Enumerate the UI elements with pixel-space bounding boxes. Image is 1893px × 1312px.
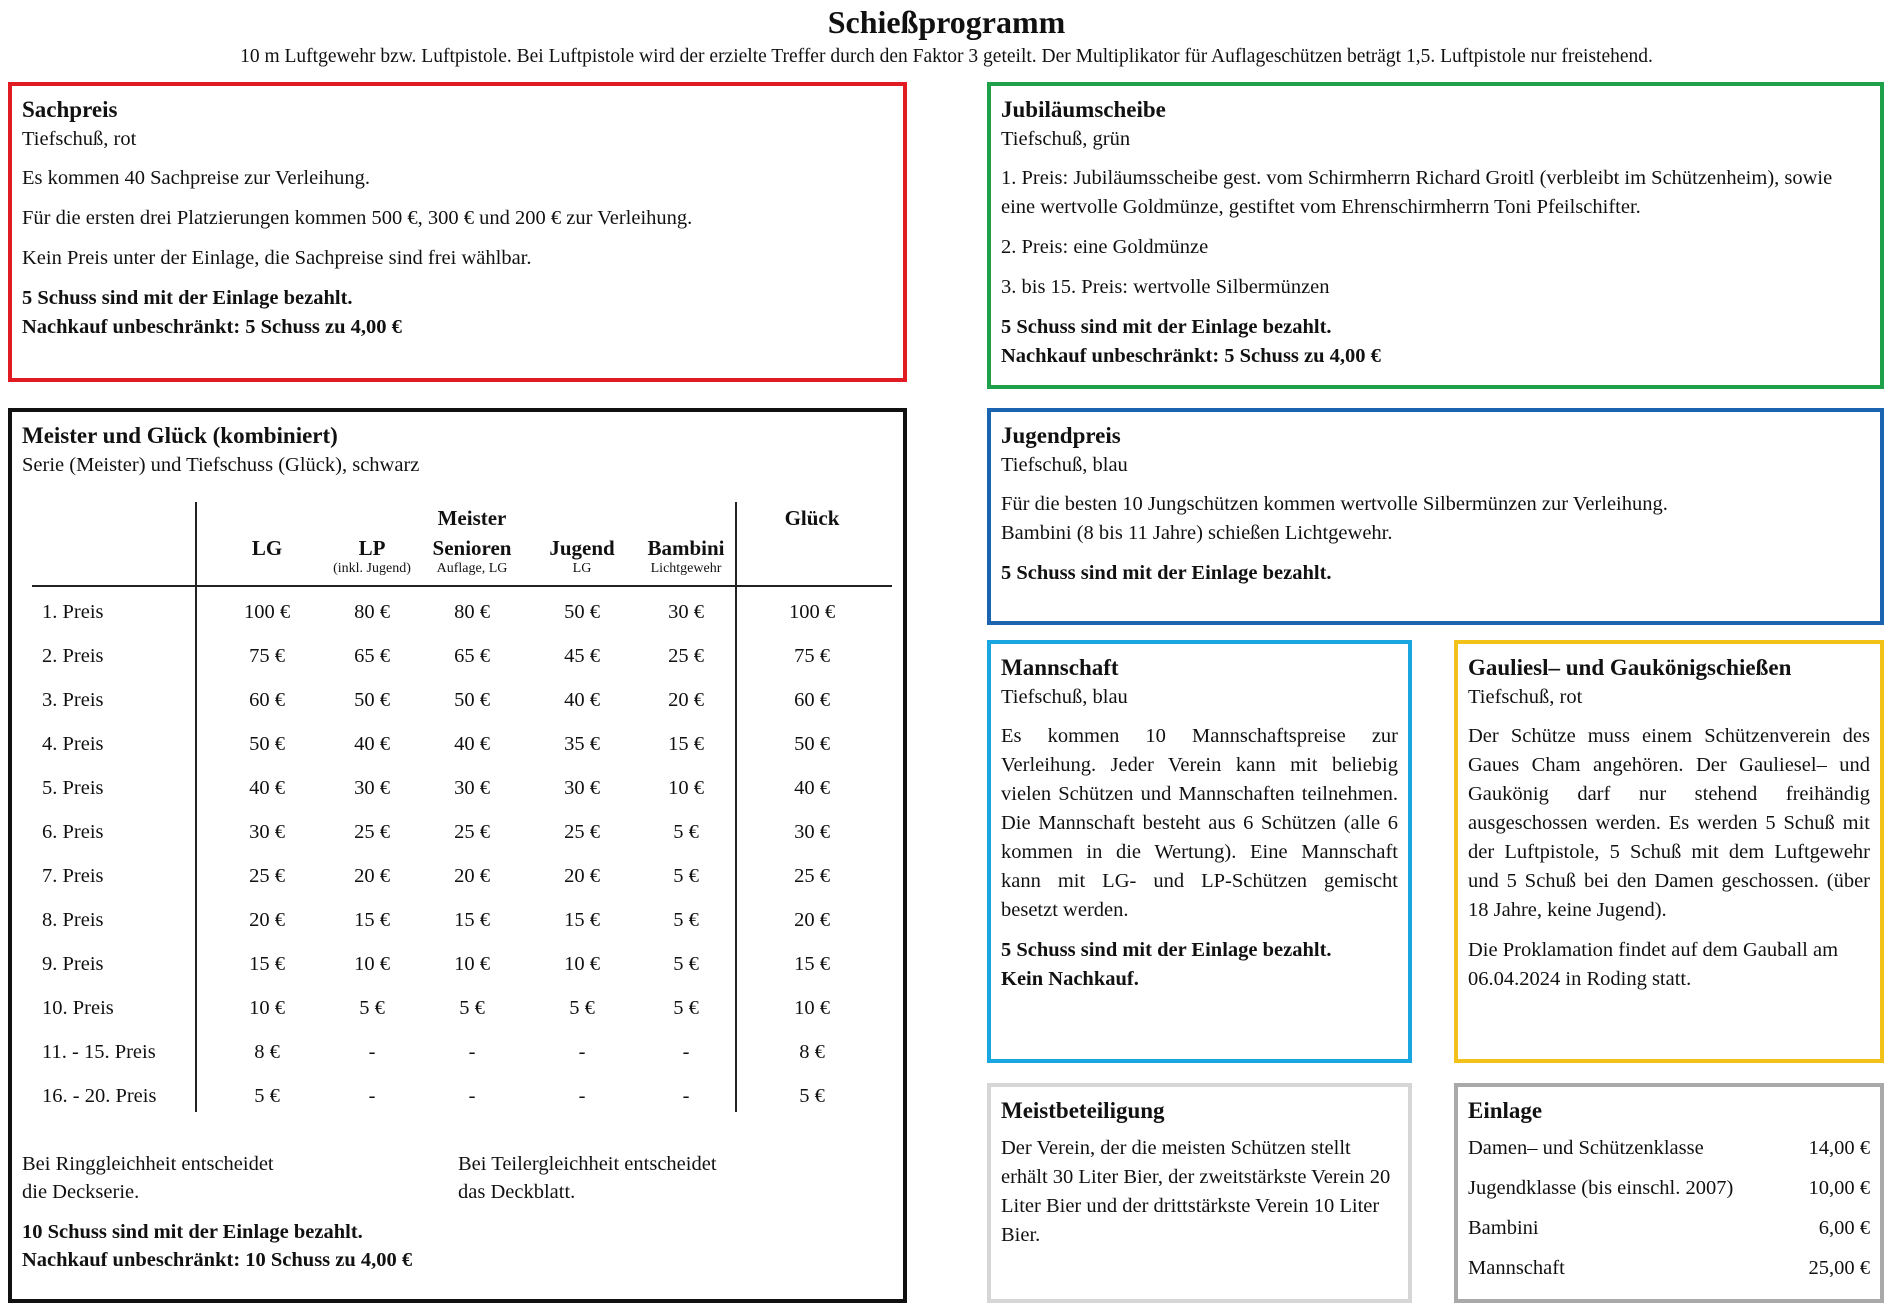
meistbeteiligung-section bbox=[987, 1083, 1412, 1303]
jugendpreis-title: Jugendpreis bbox=[1001, 423, 1121, 448]
einlage-price: 14,00 € bbox=[1808, 1137, 1870, 1159]
table-row bbox=[32, 906, 892, 950]
cell-senioren: 10 € bbox=[454, 953, 490, 975]
cell-senioren: 15 € bbox=[454, 909, 490, 931]
table-row bbox=[32, 994, 892, 1038]
table-row bbox=[32, 862, 892, 906]
tie-teiler-line-2: das Deckblatt. bbox=[458, 1181, 576, 1203]
cell-bambini: 5 € bbox=[673, 997, 699, 1019]
table-row bbox=[32, 686, 892, 730]
mannschaft-title: Mannschaft bbox=[1001, 655, 1119, 680]
tie-ring-line-2: die Deckserie. bbox=[22, 1181, 140, 1203]
col-sub-lp: (inkl. Jugend) bbox=[333, 561, 411, 576]
sachpreis-bold-1: 5 Schuss sind mit der Einlage bezahlt. bbox=[22, 287, 353, 309]
table-row bbox=[32, 818, 892, 862]
row-label: 4. Preis bbox=[42, 733, 104, 755]
jugendpreis-section bbox=[987, 408, 1884, 625]
einlage-item bbox=[1468, 1174, 1870, 1202]
cell-glueck: 8 € bbox=[799, 1041, 825, 1063]
cell-lg: 20 € bbox=[249, 909, 285, 931]
cell-lp: 10 € bbox=[354, 953, 390, 975]
tie-ring-line-1: Bei Ringgleichheit entscheidet bbox=[22, 1153, 274, 1175]
row-label: 1. Preis bbox=[42, 601, 104, 623]
cell-jugend: 20 € bbox=[564, 865, 600, 887]
meistbeteiligung-text: Der Verein, der die meisten Schützen stellt erhält 30 Liter Bier, der zweitstärkste Verein 20 Liter Bier und der drittstärkste Verein 10 Liter Bier. bbox=[1001, 1137, 1391, 1246]
row-label: 7. Preis bbox=[42, 865, 104, 887]
cell-bambini: - bbox=[682, 1041, 690, 1063]
row-label: 9. Preis bbox=[42, 953, 104, 975]
einlage-label: Jugendklasse (bis einschl. 2007) bbox=[1468, 1177, 1734, 1199]
cell-lp: 65 € bbox=[354, 645, 390, 667]
table-row bbox=[32, 642, 892, 686]
row-label: 3. Preis bbox=[42, 689, 104, 711]
cell-lg: 8 € bbox=[254, 1041, 280, 1063]
cell-jugend: 40 € bbox=[564, 689, 600, 711]
row-label: 5. Preis bbox=[42, 777, 104, 799]
jubilaeum-text-2: 2. Preis: eine Goldmünze bbox=[1001, 236, 1209, 258]
cell-jugend: 45 € bbox=[564, 645, 600, 667]
table-row bbox=[32, 1082, 892, 1126]
cell-lp: 5 € bbox=[359, 997, 385, 1019]
cell-glueck: 15 € bbox=[794, 953, 830, 975]
cell-jugend: 5 € bbox=[569, 997, 595, 1019]
cell-lp: 40 € bbox=[354, 733, 390, 755]
row-label: 10. Preis bbox=[42, 997, 114, 1019]
mannschaft-text: Es kommen 10 Mannschaftspreise zur Verleihung. Jeder Verein kann mit beliebig vielen Schützen und Mannschaften teilnehmen. Die Mannschaft besteht aus 6 Schützen (alle 6 kommen in die Wertung). Eine Mannschaft kann mit LG- und LP-Schützen gemischt besetzt werden. bbox=[1001, 725, 1398, 921]
cell-glueck: 100 € bbox=[788, 601, 836, 623]
mannschaft-section bbox=[987, 640, 1412, 1063]
cell-lp: 25 € bbox=[354, 821, 390, 843]
cell-jugend: - bbox=[578, 1041, 586, 1063]
meister-bold-1: 10 Schuss sind mit der Einlage bezahlt. bbox=[22, 1221, 363, 1243]
jubilaeum-bold-2: Nachkauf unbeschränkt: 5 Schuss zu 4,00 € bbox=[1001, 345, 1381, 367]
page-subtitle: 10 m Luftgewehr bzw. Luftpistole. Bei Luftpistole wird der erzielte Treffer durch den Faktor 3 geteilt. Der Multiplikator für Auflageschützen beträgt 1,5. Luftpistole nur freistehend. bbox=[240, 46, 1653, 67]
gauliesl-subtitle: Tiefschuß, rot bbox=[1468, 686, 1583, 708]
cell-glueck: 10 € bbox=[794, 997, 830, 1019]
sachpreis-subtitle: Tiefschuß, rot bbox=[22, 128, 137, 150]
sachpreis-text-3: Kein Preis unter der Einlage, die Sachpreise sind frei wählbar. bbox=[22, 247, 532, 269]
jugendpreis-text-1: Für die besten 10 Jungschützen kommen wertvolle Silbermünzen zur Verleihung. bbox=[1001, 493, 1668, 515]
tie-teiler-line-1: Bei Teilergleichheit entscheidet bbox=[458, 1153, 717, 1175]
col-header-glueck: Glück bbox=[784, 506, 840, 530]
meister-subtitle: Serie (Meister) und Tiefschuss (Glück), schwarz bbox=[22, 454, 420, 476]
col-header-senioren: Senioren bbox=[432, 536, 512, 560]
cell-lg: 40 € bbox=[249, 777, 285, 799]
gauliesl-text-2: Die Proklamation findet auf dem Gauball am 06.04.2024 in Roding statt. bbox=[1468, 939, 1839, 990]
cell-bambini: 25 € bbox=[668, 645, 704, 667]
cell-lg: 100 € bbox=[243, 601, 291, 623]
einlage-label: Bambini bbox=[1468, 1217, 1539, 1239]
table-row bbox=[32, 730, 892, 774]
cell-lp: 50 € bbox=[354, 689, 390, 711]
row-label: 2. Preis bbox=[42, 645, 104, 667]
sachpreis-text-2: Für die ersten drei Platzierungen kommen 500 €, 300 € und 200 € zur Verleihung. bbox=[22, 207, 693, 229]
cell-lp: - bbox=[368, 1041, 376, 1063]
jubilaeum-section bbox=[987, 82, 1884, 389]
cell-jugend: 30 € bbox=[564, 777, 600, 799]
einlage-section bbox=[1454, 1083, 1884, 1303]
tie-rule-ring bbox=[22, 1150, 274, 1206]
cell-bambini: 15 € bbox=[668, 733, 704, 755]
table-row bbox=[32, 950, 892, 994]
cell-lp: 80 € bbox=[354, 601, 390, 623]
col-sub-senioren: Auflage, LG bbox=[436, 561, 508, 576]
col-header-jugend: Jugend bbox=[549, 536, 615, 560]
jubilaeum-title: Jubiläumscheibe bbox=[1001, 97, 1166, 122]
cell-senioren: 50 € bbox=[454, 689, 490, 711]
cell-lp: 30 € bbox=[354, 777, 390, 799]
einlage-label: Mannschaft bbox=[1468, 1257, 1565, 1279]
einlage-price: 25,00 € bbox=[1808, 1257, 1870, 1279]
jugendpreis-text-2: Bambini (8 bis 11 Jahre) schießen Lichtgewehr. bbox=[1001, 522, 1393, 544]
table-row bbox=[32, 774, 892, 818]
einlage-item bbox=[1468, 1214, 1870, 1242]
cell-bambini: 10 € bbox=[668, 777, 704, 799]
cell-glueck: 50 € bbox=[794, 733, 830, 755]
cell-senioren: 80 € bbox=[454, 601, 490, 623]
cell-jugend: 10 € bbox=[564, 953, 600, 975]
cell-bambini: 5 € bbox=[673, 865, 699, 887]
gauliesl-text-1: Der Schütze muss einem Schützenverein des Gaues Cham angehören. Der Gauliesel– und Gaukönig darf nur stehend freihändig ausgeschossen werden. Es werden 5 Schuß mit der Luftpistole, 5 Schuß mit dem Luftgewehr und 5 Schuß bei den Damen geschossen. (über 18 Jahre, keine Jugend). bbox=[1468, 725, 1870, 921]
table-row bbox=[32, 598, 892, 642]
cell-lg: 10 € bbox=[249, 997, 285, 1019]
sachpreis-bold-2: Nachkauf unbeschränkt: 5 Schuss zu 4,00 € bbox=[22, 316, 402, 338]
table-header-rule bbox=[32, 585, 892, 587]
gauliesl-title: Gauliesl– und Gaukönigschießen bbox=[1468, 655, 1792, 680]
cell-senioren: - bbox=[468, 1041, 476, 1063]
cell-senioren: 65 € bbox=[454, 645, 490, 667]
jubilaeum-text-3: 3. bis 15. Preis: wertvolle Silbermünzen bbox=[1001, 276, 1330, 298]
jugendpreis-bold-1: 5 Schuss sind mit der Einlage bezahlt. bbox=[1001, 562, 1332, 584]
cell-jugend: - bbox=[578, 1085, 586, 1107]
cell-glueck: 30 € bbox=[794, 821, 830, 843]
meister-bold-2: Nachkauf unbeschränkt: 10 Schuss zu 4,00 € bbox=[22, 1249, 413, 1271]
cell-lg: 60 € bbox=[249, 689, 285, 711]
cell-senioren: 30 € bbox=[454, 777, 490, 799]
cell-jugend: 15 € bbox=[564, 909, 600, 931]
row-label: 8. Preis bbox=[42, 909, 104, 931]
cell-lg: 30 € bbox=[249, 821, 285, 843]
einlage-price: 10,00 € bbox=[1808, 1177, 1870, 1199]
cell-glueck: 20 € bbox=[794, 909, 830, 931]
cell-jugend: 50 € bbox=[564, 601, 600, 623]
gauliesl-section bbox=[1454, 640, 1884, 1063]
cell-glueck: 60 € bbox=[794, 689, 830, 711]
cell-lg: 25 € bbox=[249, 865, 285, 887]
einlage-price: 6,00 € bbox=[1818, 1217, 1870, 1239]
row-label: 6. Preis bbox=[42, 821, 104, 843]
einlage-item bbox=[1468, 1134, 1870, 1162]
mannschaft-bold-2: Kein Nachkauf. bbox=[1001, 968, 1139, 990]
cell-bambini: - bbox=[682, 1085, 690, 1107]
meistbeteiligung-title: Meistbeteiligung bbox=[1001, 1098, 1165, 1123]
cell-lp: 15 € bbox=[354, 909, 390, 931]
cell-bambini: 5 € bbox=[673, 909, 699, 931]
cell-lp: 20 € bbox=[354, 865, 390, 887]
cell-lg: 50 € bbox=[249, 733, 285, 755]
jubilaeum-subtitle: Tiefschuß, grün bbox=[1001, 128, 1131, 150]
jubilaeum-text-1: 1. Preis: Jubiläumsscheibe gest. vom Schirmherrn Richard Groitl (verbleibt im Schützenheim), sowie eine wertvolle Goldmünze, gestiftet vom Ehrenschirmherrn Toni Pfeilschifter. bbox=[1001, 167, 1833, 218]
einlage-item bbox=[1468, 1254, 1870, 1282]
col-header-bambini: Bambini bbox=[647, 536, 725, 560]
cell-glueck: 25 € bbox=[794, 865, 830, 887]
sachpreis-text-1: Es kommen 40 Sachpreise zur Verleihung. bbox=[22, 167, 371, 189]
cell-lg: 75 € bbox=[249, 645, 285, 667]
row-label: 11. - 15. Preis bbox=[42, 1041, 156, 1063]
cell-glueck: 75 € bbox=[794, 645, 830, 667]
einlage-title: Einlage bbox=[1468, 1098, 1543, 1123]
cell-lg: 15 € bbox=[249, 953, 285, 975]
meister-section bbox=[8, 408, 907, 1303]
cell-bambini: 5 € bbox=[673, 821, 699, 843]
cell-senioren: 25 € bbox=[454, 821, 490, 843]
table-row bbox=[32, 1038, 892, 1082]
page-title: Schießprogramm bbox=[827, 4, 1066, 40]
meister-bold-block bbox=[22, 1218, 412, 1274]
mannschaft-bold-1: 5 Schuss sind mit der Einlage bezahlt. bbox=[1001, 939, 1332, 961]
col-header-lg: LG bbox=[251, 536, 283, 560]
einlage-label: Damen– und Schützenklasse bbox=[1468, 1137, 1704, 1159]
cell-glueck: 5 € bbox=[799, 1085, 825, 1107]
cell-jugend: 25 € bbox=[564, 821, 600, 843]
col-header-lp: LP bbox=[358, 536, 386, 560]
cell-glueck: 40 € bbox=[794, 777, 830, 799]
cell-bambini: 20 € bbox=[668, 689, 704, 711]
jugendpreis-subtitle: Tiefschuß, blau bbox=[1001, 454, 1128, 476]
meister-title: Meister und Glück (kombiniert) bbox=[22, 423, 338, 448]
mannschaft-subtitle: Tiefschuß, blau bbox=[1001, 686, 1128, 708]
row-label: 16. - 20. Preis bbox=[42, 1085, 157, 1107]
cell-senioren: 20 € bbox=[454, 865, 490, 887]
cell-jugend: 35 € bbox=[564, 733, 600, 755]
sachpreis-title: Sachpreis bbox=[22, 97, 118, 122]
jubilaeum-bold-1: 5 Schuss sind mit der Einlage bezahlt. bbox=[1001, 316, 1332, 338]
cell-lg: 5 € bbox=[254, 1085, 280, 1107]
cell-lp: - bbox=[368, 1085, 376, 1107]
meister-group-header: Meister bbox=[437, 506, 507, 530]
cell-senioren: - bbox=[468, 1085, 476, 1107]
tie-rule-teiler bbox=[458, 1150, 717, 1206]
cell-bambini: 30 € bbox=[668, 601, 704, 623]
cell-bambini: 5 € bbox=[673, 953, 699, 975]
col-sub-bambini: Lichtgewehr bbox=[650, 561, 722, 576]
cell-senioren: 40 € bbox=[454, 733, 490, 755]
col-sub-jugend: LG bbox=[572, 561, 592, 576]
cell-senioren: 5 € bbox=[459, 997, 485, 1019]
sachpreis-section bbox=[8, 82, 907, 382]
